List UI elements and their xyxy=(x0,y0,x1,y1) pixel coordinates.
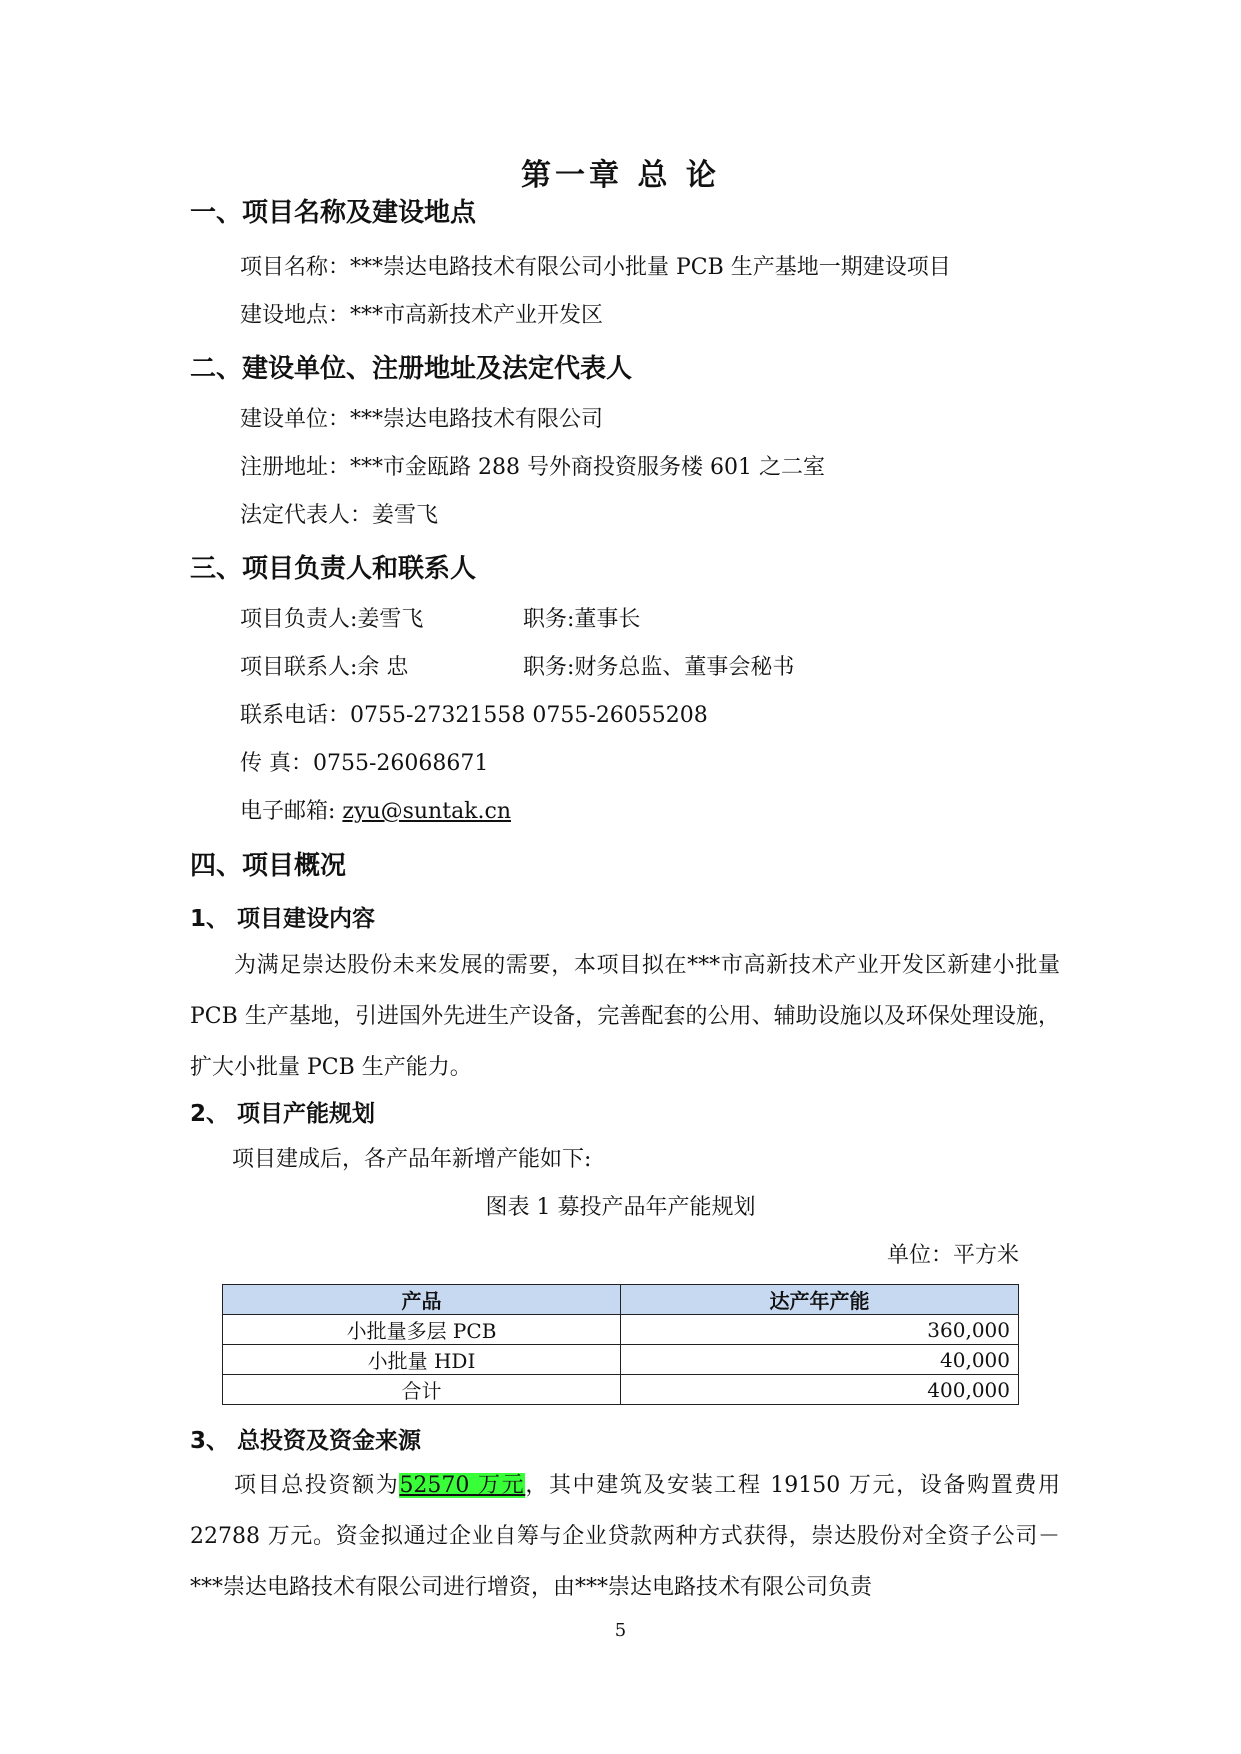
capacity-table xyxy=(222,1284,1019,1405)
legal-rep-line: 法定代表人：姜雪飞 xyxy=(240,503,439,528)
table-cell-product: 合计 xyxy=(223,1375,621,1405)
unit-line: 建设单位：***崇达电路技术有限公司 xyxy=(240,407,604,432)
investment-highlight: 52570 万元 xyxy=(399,1473,526,1498)
page-number: 5 xyxy=(614,1620,627,1641)
table-header-row xyxy=(223,1285,1019,1315)
email-line xyxy=(240,794,511,825)
subsection-3-heading: 3、 总投资及资金来源 xyxy=(190,1428,422,1454)
contact-title: 职务:财务总监、董事会秘书 xyxy=(523,655,795,680)
table-unit: 单位：平方米 xyxy=(886,1243,1019,1268)
table-row xyxy=(223,1375,1019,1405)
subsection-1-paragraph: 为满足崇达股份未来发展的需要，本项目拟在***市高新技术产业开发区新建小批量 PCB 生产基地，引进国外先进生产设备，完善配套的公用、辅助设施以及环保处理设施，扩大小批量 PCB 生产能力。 xyxy=(190,953,1060,1080)
table-cell-capacity: 40,000 xyxy=(621,1345,1019,1375)
investment-text-post: ，其中建筑及安装工程 19150 万元，设备购置费用 22788 万元。资金拟通过企业自筹与企业贷款两种方式获得，崇达股份对全资子公司－***崇达电路技术有限公司进行增资，由***崇达电路技术有限公司负责 xyxy=(190,1473,1060,1600)
project-name-line: 项目名称：***崇达电路技术有限公司小批量 PCB 生产基地一期建设项目 xyxy=(240,255,951,280)
table-cell-product: 小批量多层 PCB xyxy=(223,1315,621,1345)
section-3-heading: 三、项目负责人和联系人 xyxy=(190,554,477,584)
investment-text-pre: 项目总投资额为 xyxy=(234,1473,400,1498)
section-1-heading: 一、项目名称及建设地点 xyxy=(190,198,477,228)
chapter-title: 第一章 总 论 xyxy=(521,158,720,193)
email-label: 电子邮箱: xyxy=(240,799,343,824)
table-cell-capacity: 360,000 xyxy=(621,1315,1019,1345)
table-cell-product: 小批量 HDI xyxy=(223,1345,621,1375)
leader-line: 项目负责人:姜雪飞 xyxy=(240,607,424,632)
section-4-heading: 四、项目概况 xyxy=(190,851,347,881)
table-caption: 图表 1 募投产品年产能规划 xyxy=(485,1195,756,1220)
table-row xyxy=(223,1345,1019,1375)
table-header-capacity: 达产年产能 xyxy=(621,1285,1019,1315)
table-cell-capacity: 400,000 xyxy=(621,1375,1019,1405)
phone-line: 联系电话：0755-27321558 0755-26055208 xyxy=(240,703,708,728)
table-header-product: 产品 xyxy=(223,1285,621,1315)
location-line: 建设地点：***市高新技术产业开发区 xyxy=(240,303,604,328)
subsection-1-heading: 1、 项目建设内容 xyxy=(190,906,376,932)
leader-title: 职务:董事长 xyxy=(523,607,641,632)
table-row xyxy=(223,1315,1019,1345)
subsection-3-paragraph xyxy=(190,1460,1060,1613)
subsection-2-heading: 2、 项目产能规划 xyxy=(190,1101,376,1127)
contact-line: 项目联系人:余 忠 xyxy=(240,655,409,680)
email-link[interactable]: zyu@suntak.cn xyxy=(342,799,511,824)
subsection-2-text: 项目建成后，各产品年新增产能如下: xyxy=(232,1147,592,1172)
section-2-heading: 二、建设单位、注册地址及法定代表人 xyxy=(190,354,633,384)
fax-line: 传 真：0755-26068671 xyxy=(240,751,489,776)
address-line: 注册地址：***市金瓯路 288 号外商投资服务楼 601 之二室 xyxy=(240,455,825,480)
